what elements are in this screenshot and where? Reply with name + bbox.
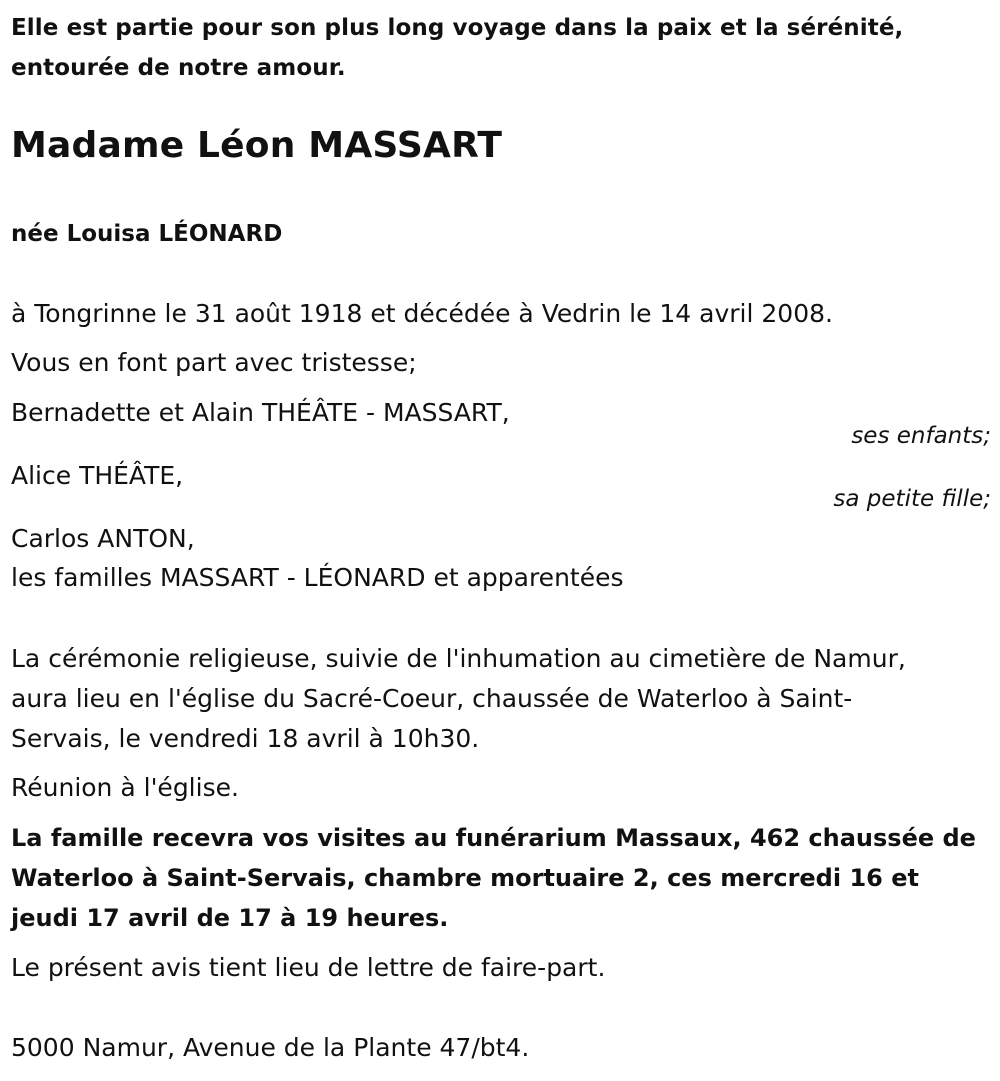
maiden-name: née Louisa LÉONARD: [11, 221, 283, 247]
relation-children: ses enfants;: [851, 423, 991, 449]
ceremony-line-2: aura lieu en l'église du Sacré-Coeur, chaussée de Waterloo à Saint-: [11, 684, 853, 713]
ceremony-line-3: Servais, le vendredi 18 avril à 10h30.: [11, 724, 480, 753]
family-member-children: Bernadette et Alain THÉÂTE - MASSART,: [11, 398, 510, 427]
family-member-granddaughter: Alice THÉÂTE,: [11, 461, 184, 490]
ceremony-line-1: La cérémonie religieuse, suivie de l'inhumation au cimetière de Namur,: [11, 644, 906, 673]
closing-note: Le présent avis tient lieu de lettre de faire-part.: [11, 953, 606, 982]
announcement-intro: Vous en font part avec tristesse;: [11, 348, 417, 377]
relation-granddaughter: sa petite fille;: [833, 486, 991, 512]
ceremony-paragraph: [11, 639, 996, 759]
epitaph-line-1: Elle est partie pour son plus long voyage dans la paix et la sérénité,: [11, 15, 904, 41]
family-member-carlos: Carlos ANTON,: [11, 524, 195, 553]
visits-line-3: jeudi 17 avril de 17 à 19 heures.: [11, 904, 449, 932]
visits-line-1: La famille recevra vos visites au funérarium Massaux, 462 chaussée de: [11, 824, 976, 852]
family-member-families: les familles MASSART - LÉONARD et apparentées: [11, 563, 624, 592]
epitaph: [11, 8, 991, 88]
birth-death-line: à Tongrinne le 31 août 1918 et décédée à Vedrin le 14 avril 2008.: [11, 299, 833, 328]
deceased-name: Madame Léon MASSART: [11, 125, 503, 166]
meeting-note: Réunion à l'église.: [11, 773, 239, 802]
visits-line-2: Waterloo à Saint-Servais, chambre mortuaire 2, ces mercredi 16 et: [11, 864, 919, 892]
epitaph-line-2: entourée de notre amour.: [11, 55, 346, 81]
visits-paragraph: [11, 818, 996, 938]
address: 5000 Namur, Avenue de la Plante 47/bt4.: [11, 1033, 530, 1062]
